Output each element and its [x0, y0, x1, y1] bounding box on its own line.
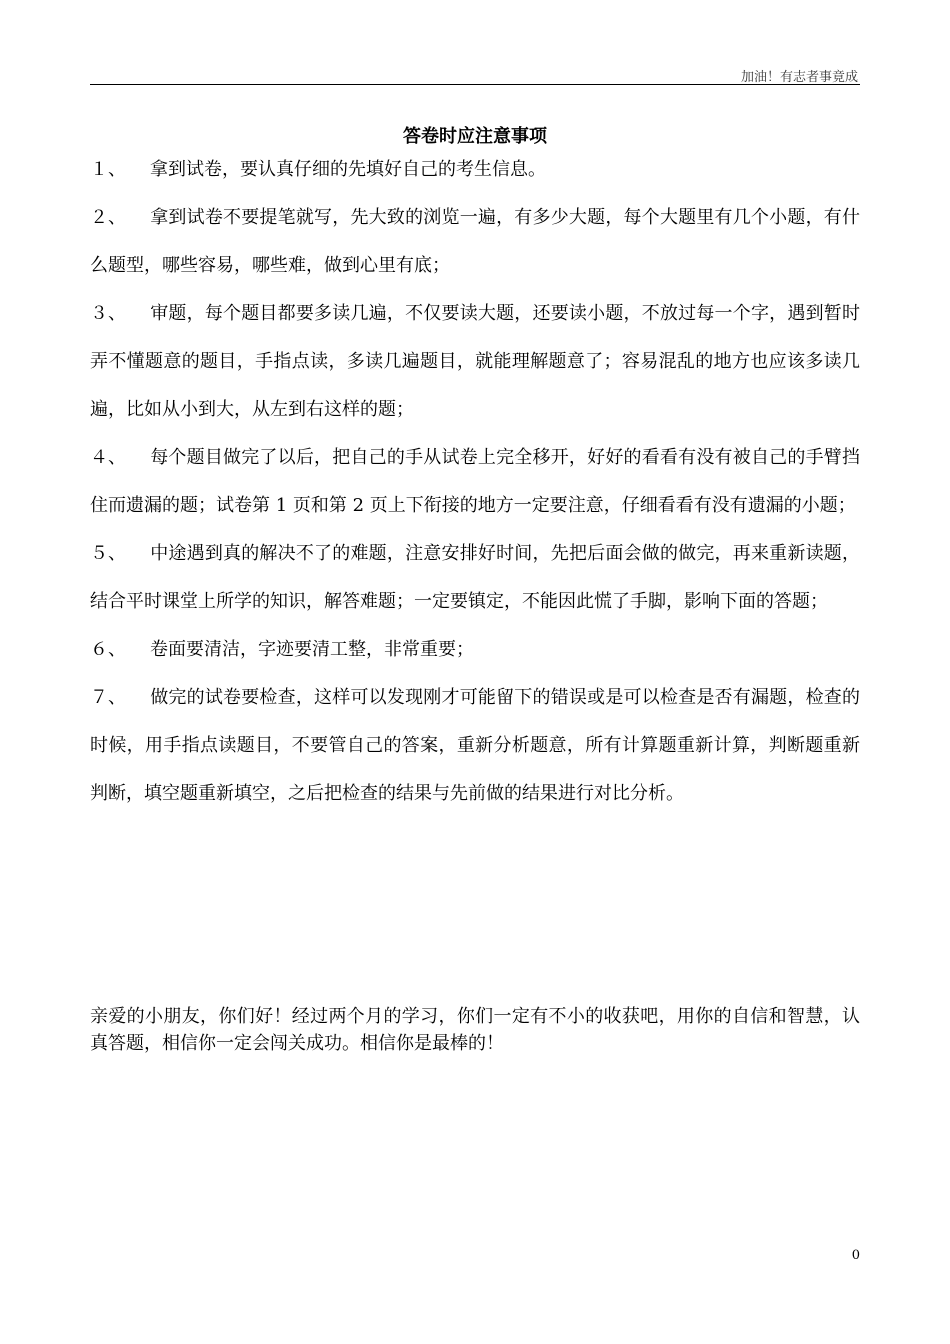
item-text: 中途遇到真的解决不了的难题，注意安排好时间，先把后面会做的做完，再来重新读题，结合平时课堂上所学的知识，解答难题；一定要镇定，不能因此慌了手脚，影响下面的答题；: [90, 543, 860, 612]
document-title: 答卷时应注意事项: [403, 126, 547, 147]
closing-message: 亲爱的小朋友，你们好！经过两个月的学习，你们一定有不小的收获吧，用你的自信和智慧，认真答题，相信你一定会闯关成功。相信你是最棒的！: [90, 1006, 860, 1054]
item-number: ２、: [90, 207, 126, 228]
item-number: ４、: [90, 447, 126, 468]
item-text: 拿到试卷，要认真仔细的先填好自己的考生信息。: [150, 159, 546, 180]
item-text: 每个题目做完了以后，把自己的手从试卷上完全移开，好好的看看有没有被自己的手臂挡住而遗漏的题；试卷第 1 页和第 2 页上下衔接的地方一定要注意，仔细看看有没有遗漏的小题；: [90, 447, 860, 516]
item-number: ３、: [90, 303, 126, 324]
item-number: ７、: [90, 687, 126, 708]
item-number: ６、: [90, 639, 126, 660]
item-number: ５、: [90, 543, 126, 564]
notice-item-2: [90, 194, 860, 290]
header-divider: [90, 84, 860, 85]
item-text: 拿到试卷不要提笔就写，先大致的浏览一遍，有多少大题，每个大题里有几个小题，有什么题型，哪些容易，哪些难，做到心里有底；: [90, 207, 860, 276]
notice-item-4: [90, 434, 860, 530]
item-text: 审题，每个题目都要多读几遍，不仅要读大题，还要读小题，不放过每一个字，遇到暂时弄不懂题意的题目，手指点读，多读几遍题目，就能理解题意了；容易混乱的地方也应该多读几遍，比如从小到大，从左到右这样的题；: [90, 303, 860, 420]
item-text: 卷面要清洁，字迹要清工整，非常重要；: [150, 639, 474, 660]
notice-item-1: [90, 146, 860, 194]
page-number: 0: [851, 1248, 860, 1263]
header-slogan: 加油！有志者事竟成: [740, 70, 858, 85]
notice-item-5: [90, 530, 860, 626]
item-text: 做完的试卷要检查，这样可以发现刚才可能留下的错误或是可以检查是否有漏题，检查的时候，用手指点读题目，不要管自己的答案，重新分析题意，所有计算题重新计算，判断题重新判断，填空题重新填空，之后把检查的结果与先前做的结果进行对比分析。: [90, 687, 860, 804]
item-number: １、: [90, 159, 126, 180]
notice-item-3: [90, 290, 860, 434]
notice-item-7: [90, 674, 860, 818]
notice-item-6: [90, 626, 860, 674]
notice-list: [90, 146, 860, 818]
